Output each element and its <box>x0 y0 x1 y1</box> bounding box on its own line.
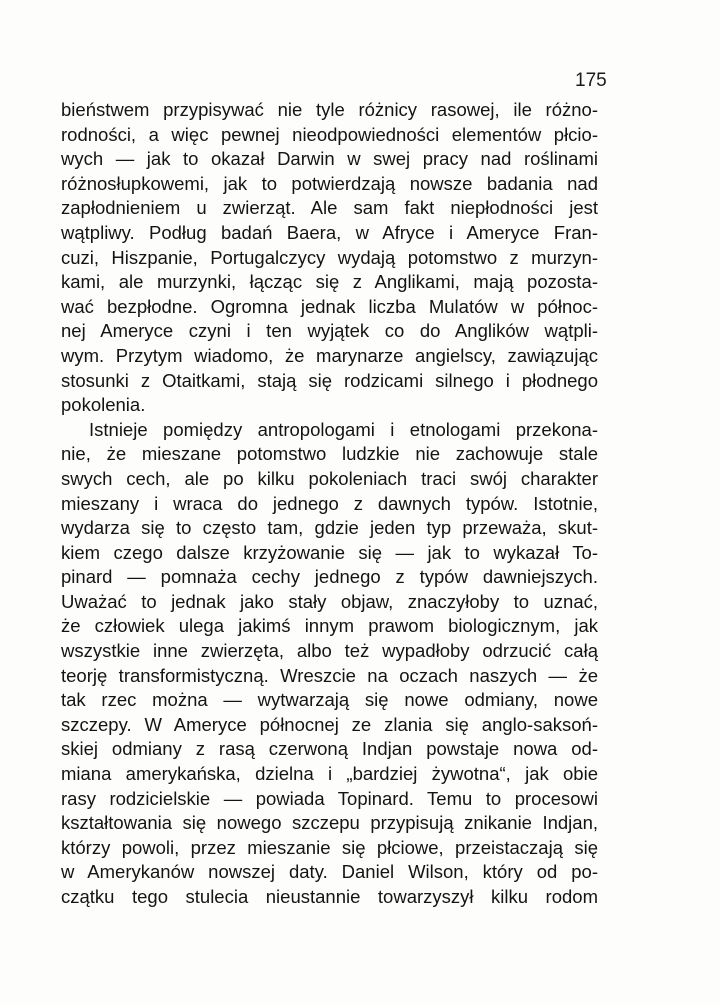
page-number: 175 <box>575 70 607 91</box>
text-line: wątpliwy. Podług badań Baera, w Afryce i Ameryce Fran- <box>61 221 598 243</box>
text-line: w Amerykanów nowszej daty. Daniel Wilson, który od po- <box>61 861 598 883</box>
text-line: różnosłupkowemi, jak to potwierdzają nowsze badania nad <box>61 172 598 194</box>
text-line: czątku tego stulecia nieustannie towarzyszył kilku rodom <box>61 886 598 907</box>
text-line: którzy powoli, przez mieszanie się płciowe, przeistaczają się <box>61 836 598 858</box>
text-line: swych cech, ale po kilku pokoleniach traci swój charakter <box>61 467 598 489</box>
text-line: mieszany i wraca do jednego z dawnych typów. Istotnie, <box>61 492 598 514</box>
text-line: kami, ale murzynki, łącząc się z Anglikami, mają pozosta- <box>61 271 598 293</box>
text-line: tak rzec można — wytwarzają się nowe odmiany, nowe <box>61 689 598 711</box>
text-line: nie, że mieszane potomstwo ludzkie nie zachowuje stale <box>61 443 598 465</box>
text-line: cuzi, Hiszpanie, Portugalczycy wydają potomstwo z murzyn- <box>61 246 598 268</box>
text-line: Uważać to jednak jako stały objaw, znaczyłoby to uznać, <box>61 590 598 612</box>
text-line: zapłodnieniem u zwierząt. Ale sam fakt niepłodności jest <box>61 197 598 219</box>
text-line: wać bezpłodne. Ogromna jednak liczba Mulatów w północ- <box>61 295 598 317</box>
text-line: wych — jak to okazał Darwin w swej pracy nad roślinami <box>61 148 598 170</box>
text-line: kiem czego dalsze krzyżowanie się — jak to wykazał To- <box>61 541 598 563</box>
text-line: Istnieje pomiędzy antropologami i etnologami przekona- <box>89 418 598 440</box>
text-line: stosunki z Otaitkami, stają się rodzicami silnego i płodnego <box>61 369 598 391</box>
text-line: rasy rodzicielskie — powiada Topinard. Temu to procesowi <box>61 787 598 809</box>
text-line: pokolenia. <box>61 394 146 416</box>
text-line: miana amerykańska, dzielna i „bardziej żywotna“, jak obie <box>61 763 598 785</box>
text-line: wydarza się to często tam, gdzie jeden typ przeważa, skut- <box>61 517 598 539</box>
text-line: wym. Przytym wiadomo, że marynarze angielscy, zawiązując <box>61 344 598 366</box>
text-line: wszystkie inne zwierzęta, albo też wypadłoby odrzucić całą <box>61 640 598 662</box>
body-text <box>61 98 598 910</box>
text-line: szczepy. W Ameryce północnej ze zlania się anglo-saksoń- <box>61 713 598 735</box>
text-line: rodności, a więc pewnej nieodpowiedności elementów płcio- <box>61 123 598 145</box>
text-line: teorję transformistyczną. Wreszcie na oczach naszych — że <box>61 664 598 686</box>
text-line: bieństwem przypisywać nie tyle różnicy rasowej, ile różno- <box>61 99 598 120</box>
text-line: skiej odmiany z rasą czerwoną Indjan powstaje nowa od- <box>61 738 598 760</box>
text-line: pinard — pomnaża cechy jednego z typów dawniejszych. <box>61 566 598 588</box>
text-line: że człowiek ulega jakimś innym prawom biologicznym, jak <box>61 615 598 637</box>
text-line: nej Ameryce czyni i ten wyjątek co do Anglików wątpli- <box>61 320 598 342</box>
text-line: kształtowania się nowego szczepu przypisują znikanie Indjan, <box>61 812 598 834</box>
